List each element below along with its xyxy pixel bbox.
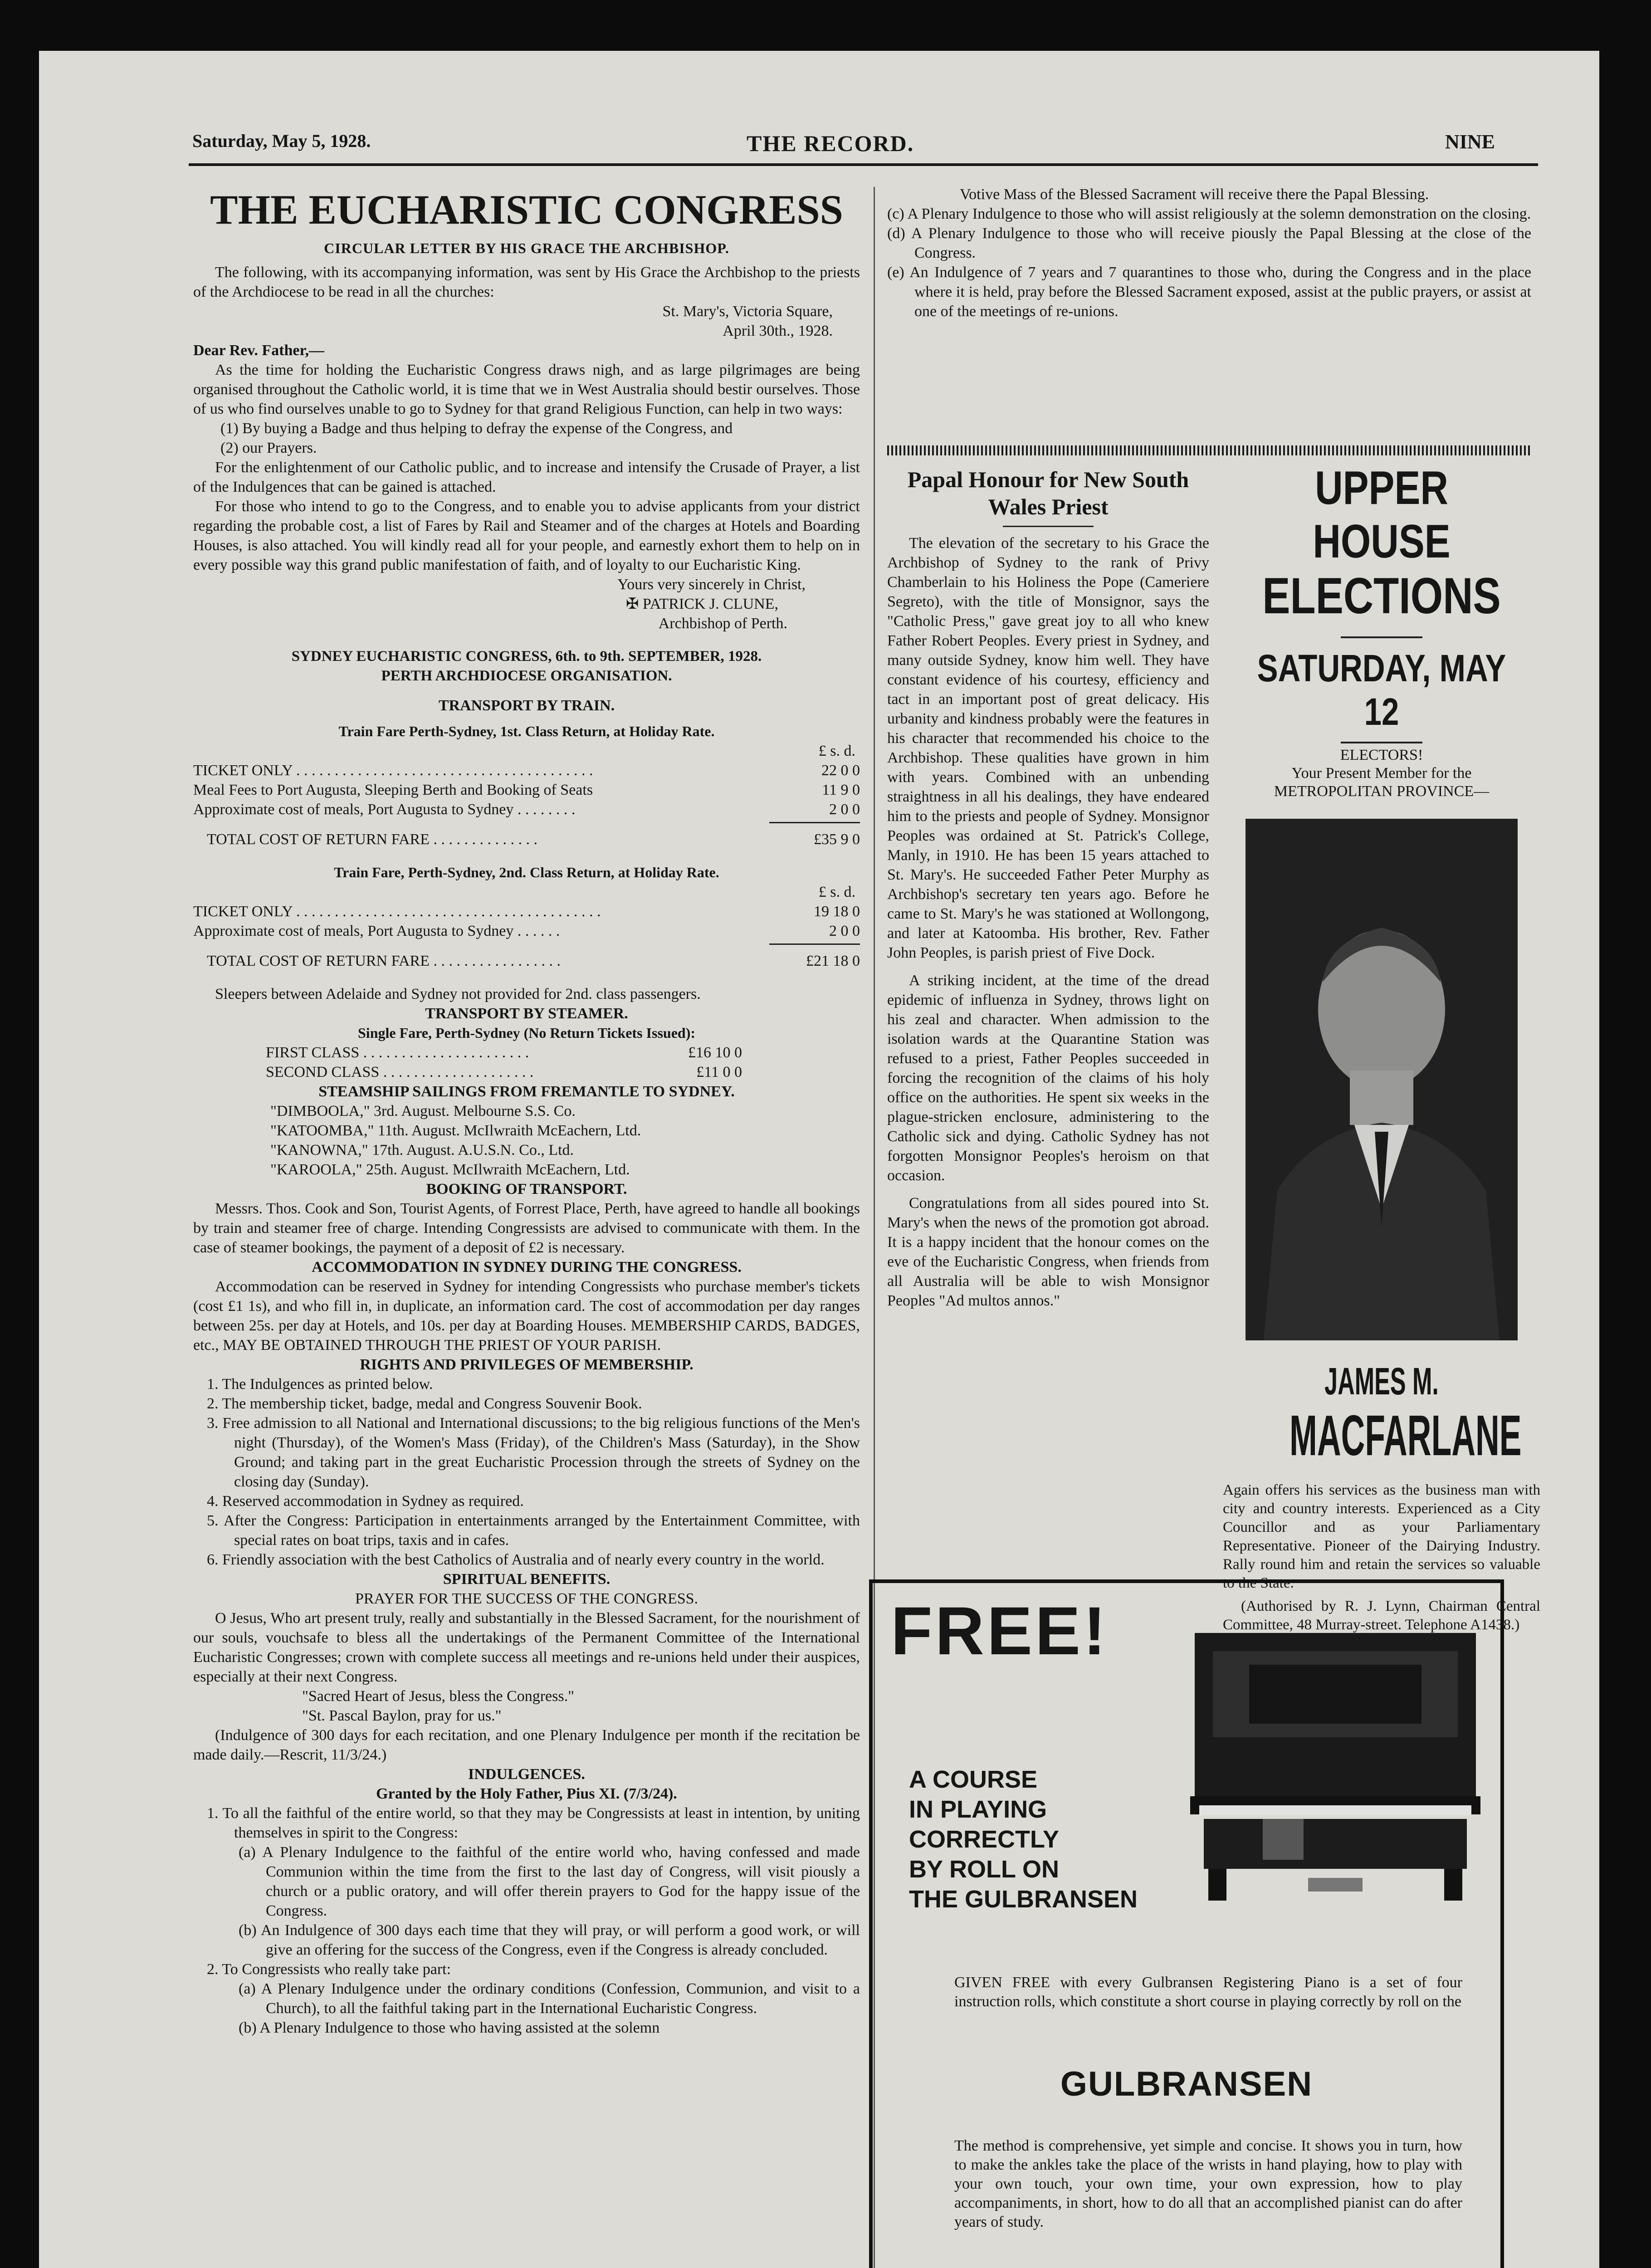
sleepers-note: Sleepers between Adelaide and Sydney not provided for 2nd. class passengers. — [215, 986, 701, 1002]
way-1: (1) By buying a Badge and thus helping to defray the expense of the Congress, and — [220, 420, 733, 437]
org-heading-1: SYDNEY EUCHARISTIC CONGRESS, 6th. to 9th. SEPTEMBER, 1928. — [291, 648, 762, 665]
sailing-item: "KANOWNA," 17th. August. A.U.S.N. Co., Ltd. — [270, 1142, 574, 1158]
election-line-1: UPPER HOUSE — [1313, 462, 1451, 568]
election-ad — [1223, 461, 1540, 1633]
second-class-fare-table — [193, 902, 860, 941]
papal-para-2: A striking incident, at the time of the dread epidemic of influenza in Sydney, throws light on his zeal and character. When admission to the isolation wards at the Quarantine Station was refused to a priest, Father Peoples succeeded in forcing the recognition of the claims of his holy office on the authorities. He spent six weeks in the plague-stricken enclosure, administering to the Catholic sick and dying. Catholic Sydney has not forgotten Monsignor Peoples's heroism on that occasion. — [887, 972, 1209, 1184]
indulgence-1b: (b) An Indulgence of 300 days each time that they will pray, or will perform a good work, or will give an offering for the success of the Congress, even if the Congress is already concluded. — [239, 1922, 860, 1958]
course-text — [909, 1765, 1181, 1914]
para-3: For those who intend to go to the Congress, and to enable you to advise applicants from your district regarding the probable cost, a list of Fares by Rail and Steamer and of the charges at Hotels and Boarding Houses, is also attached. You will kindly read all for your people, and earnestly exhort them to help on in every possible way this grand public manifestation of faith, and of loyalty to our Eucharistic King. — [193, 498, 860, 573]
free-heading: FREE! — [891, 1593, 1109, 1669]
masthead-title: THE RECORD. — [747, 131, 914, 156]
fare-row — [193, 761, 860, 780]
page-number: NINE — [1445, 131, 1495, 153]
rights-item: 1. The Indulgences as printed below. — [207, 1376, 433, 1393]
electors: ELECTORS! — [1340, 747, 1423, 763]
election-line-2: ELECTIONS — [1262, 567, 1501, 624]
continued-lead: Votive Mass of the Blessed Sacrament will receive there the Papal Blessing. — [960, 186, 1429, 203]
header-rule — [189, 163, 1538, 166]
sailing-item: "KATOOMBA," 11th. August. McIlwraith McEachern, Ltd. — [270, 1122, 641, 1139]
candidate-blurb: Again offers his services as the business man with city and country interests. Experienced as a City Councillor and as your Parliamentary Representative. Pioneer of the Dairying Industry. Rally round him and retain the services so valuable to the State. — [1223, 1482, 1540, 1591]
para-1: As the time for holding the Eucharistic Congress draws nigh, and as large pilgrimages are being organised throughout the Catholic world, it is time that we in West Australia should bestir ourselves. Those of us who find ourselves unable to go to Sydney for that grand Religious Function, can help in two ways: — [193, 362, 860, 417]
train-heading: TRANSPORT BY TRAIN. — [438, 697, 615, 714]
authorisation: (Authorised by R. J. Lynn, Chairman Central Committee, 48 Murray-street. Telephone A1438.) — [1223, 1598, 1540, 1633]
issue-date: Saturday, May 5, 1928. — [192, 131, 371, 151]
sailings-heading: STEAMSHIP SAILINGS FROM FREMANTLE TO SYDNEY. — [318, 1083, 735, 1100]
piano-illustration — [1181, 1624, 1490, 1905]
decorative-divider — [887, 445, 1531, 455]
method-text: The method is comprehensive, yet simple and concise. It shows you in turn, how to make the ankles take the place of the wrists in hand playing, how to play with your own touch, your own time, your own expression, how to play accompaniments, in short, how to do all that an accomplished pianist can do after years of study. — [954, 2137, 1462, 2230]
papal-para-1: The elevation of the secretary to his Grace the Archbishop of Sydney to the rank of Privy Chamberlain to his Holiness the Pope (Cameriere Segreto), with the title of Monsignor, says the "Catholic Press," gave great joy to all who knew Father Robert Peoples. Every priest in Sydney, and many outside Sydney, know him well. They have constant evidence of his courtesy, efficiency and tact in an important post of great delicacy. His urbanity and kindness probably were the features in his character that recommended his choice to the Archbishop. These qualities have grown in him with years. Combined with an unbending straightness in all his dealings, they have endeared him to the priests and people of Sydney. Monsignor Peoples was ordained at St. Patrick's College, Manly, in 1910. He has been 15 years attached to St. Mary's. He succeeded Father Peter Murphy as Archbishop's secretary ten years ago. Before he came to St. Mary's he was stationed at Wollongong, and later at Katoomba. His brother, Rev. Father John Peoples, is parish priest of Five Dock. — [887, 535, 1209, 961]
fare-amount: £16 10 0 — [688, 1044, 742, 1061]
given-free-text: GIVEN FREE with every Gulbransen Registering Piano is a set of four instruction rolls, which constitute a short course in playing correctly by roll on the — [954, 1974, 1462, 2010]
closing: Yours very sincerely in Christ, — [617, 576, 806, 593]
fare-label: SECOND CLASS . . . . . . . . . . . . . . . . . . . . — [266, 1064, 534, 1080]
fare-row — [193, 780, 860, 800]
org-heading-2: PERTH ARCHDIOCESE ORGANISATION. — [381, 668, 672, 684]
fare-label: Approximate cost of meals, Port Augusta to Sydney . . . . . . — [193, 923, 560, 939]
papal-para-3: Congratulations from all sides poured into St. Mary's when the news of the promotion got abroad. It is a happy incident that the honour comes on the eve of the Eucharistic Congress, when friends from all Australia will be able to wish Monsignor Peoples "Ad multos annos." — [887, 1195, 1209, 1309]
papal-honour-article — [887, 466, 1209, 1577]
eucharistic-article — [193, 187, 860, 2268]
member-line-1: Your Present Member for the — [1291, 765, 1472, 782]
invocation-2: "St. Pascal Baylon, pray for us." — [302, 1707, 502, 1724]
sailing-item: "DIMBOOLA," 3rd. August. Melbourne S.S. Co. — [270, 1103, 576, 1119]
steamer-subheading: Single Fare, Perth-Sydney (No Return Tickets Issued): — [358, 1025, 695, 1041]
fare-amount: 22 0 0 — [821, 762, 860, 779]
booking-heading: BOOKING OF TRANSPORT. — [426, 1181, 627, 1198]
indulgence-1: 1. To all the faithful of the entire world, so that they may be Congressists at least in intention, by uniting themselves in spirit to the Congress: — [207, 1805, 860, 1841]
candidate-name-2: MACFARLANE — [1290, 1403, 1522, 1467]
page-header — [39, 51, 1599, 169]
papal-title: Papal Honour for New South Wales Priest — [907, 467, 1189, 519]
fare-amount: £11 0 0 — [696, 1064, 742, 1080]
gulbransen-ad — [869, 1579, 1504, 2268]
signature: ✠ PATRICK J. CLUNE, — [625, 596, 778, 612]
gulbransen-brand: GULBRANSEN — [1060, 2065, 1313, 2103]
para-2: For the enlightenment of our Catholic public, and to increase and intensify the Crusade of Prayer, a list of the Indulgences that can be gained is attached. — [193, 459, 860, 495]
fare-row — [266, 1062, 742, 1082]
fare-amount: 19 18 0 — [814, 903, 860, 920]
fare-amount: 2 0 0 — [829, 801, 860, 818]
fare-label: Meal Fees to Port Augusta, Sleeping Berth and Booking of Seats — [193, 782, 593, 798]
continued-item: (c) A Plenary Indulgence to those who will assist religiously at the solemn demonstration on the closing. — [887, 205, 1531, 222]
indulgence-2b: (b) A Plenary Indulgence to those who having assisted at the solemn — [239, 2019, 660, 2036]
first-class-total: TOTAL COST OF RETURN FARE . . . . . . . . . . . . . . £35 9 0 — [207, 831, 860, 848]
steamer-heading: TRANSPORT BY STEAMER. — [425, 1005, 628, 1022]
candidate-portrait — [1246, 819, 1518, 1340]
letter-address: St. Mary's, Victoria Square, — [662, 303, 833, 320]
fare-row — [193, 921, 860, 941]
rights-item: 5. After the Congress: Participation in entertainments arranged by the Entertainment Committee, with special rates on boat trips, taxis and in cafes. — [207, 1512, 860, 1549]
way-2: (2) our Prayers. — [220, 440, 317, 456]
accommodation-heading: ACCOMMODATION IN SYDNEY DURING THE CONGRESS. — [312, 1259, 742, 1276]
fare-row — [193, 902, 860, 921]
booking-text: Messrs. Thos. Cook and Son, Tourist Agents, of Forrest Place, Perth, have agreed to handle all bookings by train and steamer free of charge. Intending Congressists are advised to communicate with them. In the case of steamer bookings, the payment of a deposit of £2 is necessary. — [193, 1200, 860, 1256]
election-date: SATURDAY, MAY 12 — [1257, 647, 1506, 733]
fare-label: TICKET ONLY . . . . . . . . . . . . . . . . . . . . . . . . . . . . . . . . . . . . . . . — [193, 762, 593, 779]
sailing-item: "KAROOLA," 25th. August. McIlwraith McEachern, Ltd. — [270, 1161, 630, 1178]
prayer-text: O Jesus, Who art present truly, really and substantially in the Blessed Sacrament, for the nourishment of our souls, vouchsafe to bless all the undertakings of the Permanent Committee of the International Eucharistic Congresses; crown with complete success all meetings and re-unions held under their auspices, especially at their next Congress. — [193, 1610, 860, 1685]
course-line: IN PLAYING — [909, 1796, 1047, 1823]
course-line: CORRECTLY — [909, 1826, 1060, 1853]
fare-amount: 11 9 0 — [822, 782, 860, 798]
intro: The following, with its accompanying information, was sent by His Grace the Archbishop to the priests of the Archdiocese to be read in all the churches: — [193, 264, 860, 300]
rights-item: 3. Free admission to all National and International discussions; to the big religious functions of the Men's night (Thursday), of the Women's Mass (Friday), of the Children's Mass (Saturday), in the Show Ground; and taking part in the great Eucharistic Procession through the streets of Sydney on the closing day (Sunday). — [207, 1415, 860, 1490]
course-line: A COURSE — [909, 1766, 1038, 1793]
article-subtitle: CIRCULAR LETTER BY HIS GRACE THE ARCHBISHOP. — [324, 240, 729, 256]
course-line: THE GULBRANSEN — [909, 1886, 1138, 1913]
indulgence-2: 2. To Congressists who really take part: — [207, 1961, 451, 1978]
portrait-illustration — [1246, 819, 1518, 1340]
first-class-heading: Train Fare Perth-Sydney, 1st. Class Return, at Holiday Rate. — [338, 723, 715, 739]
member-line-2: METROPOLITAN PROVINCE— — [1274, 783, 1490, 800]
salutation: Dear Rev. Father,— — [193, 342, 324, 359]
continued-item: (e) An Indulgence of 7 years and 7 quarantines to those who, during the Congress and in the place where it is held, pray before the Blessed Sacrament exposed, assist at the public prayers, or assist at one of the meetings of re-unions. — [887, 264, 1531, 320]
continued-items — [887, 204, 1531, 321]
fare-label: Approximate cost of meals, Port Augusta to Sydney . . . . . . . . — [193, 801, 576, 818]
indulgences-heading: INDULGENCES. — [468, 1766, 585, 1783]
rights-item: 2. The membership ticket, badge, medal and Congress Souvenir Book. — [207, 1395, 642, 1412]
signature-title: Archbishop of Perth. — [658, 615, 787, 632]
letter-date: April 30th., 1928. — [723, 323, 833, 339]
fare-row — [266, 1043, 742, 1062]
invocation-1: "Sacred Heart of Jesus, bless the Congress." — [302, 1688, 574, 1705]
lsd-header-1: £ s. d. — [818, 743, 855, 759]
rights-list — [193, 1374, 860, 1569]
rights-item: 6. Friendly association with the best Catholics of Australia and of nearly every country in the world. — [207, 1551, 825, 1568]
fare-row — [193, 800, 860, 819]
newspaper-page — [39, 51, 1599, 2268]
sailings-list — [193, 1101, 860, 1179]
fare-label: TICKET ONLY . . . . . . . . . . . . . . . . . . . . . . . . . . . . . . . . . . . . . . . . — [193, 903, 601, 920]
lsd-header-2: £ s. d. — [818, 884, 855, 900]
steamer-fare-table — [193, 1043, 860, 1082]
prayer-heading: PRAYER FOR THE SUCCESS OF THE CONGRESS. — [355, 1590, 698, 1607]
rights-item: 4. Reserved accommodation in Sydney as required. — [207, 1493, 524, 1510]
first-class-fare-table — [193, 761, 860, 819]
indulgence-1a: (a) A Plenary Indulgence to the faithful of the entire world who, having confessed and made Communion within the time from the first to the last day of Congress, will visit piously a church or a public oratory, and will offer therein prayers to God for the happy issue of the Congress. — [239, 1844, 860, 1919]
spiritual-heading: SPIRITUAL BENEFITS. — [443, 1571, 611, 1588]
granted-line: Granted by the Holy Father, Pius XI. (7/3/24). — [376, 1785, 677, 1802]
accommodation-text: Accommodation can be reserved in Sydney for intending Congressists who purchase member's tickets (cost £1 1s), and who fill in, in duplicate, an information card. The cost of accommodation per day ranges between 25s. per day at Hotels, and 10s. per day at Boarding Houses. MEMBERSHIP CARDS, BADGES, etc., MAY BE OBTAINED THROUGH THE PRIEST OF YOUR PARISH. — [193, 1278, 860, 1354]
continued-item: (d) A Plenary Indulgence to those who will receive piously the Papal Blessing at the close of the Congress. — [887, 225, 1531, 261]
indulgence-2a: (a) A Plenary Indulgence under the ordinary conditions (Confession, Communion, and visit to a Church), to all the faithful taking part in the International Eucharistic Congress. — [239, 1980, 860, 2017]
indulgences-continued — [887, 185, 1531, 439]
candidate-name-1: JAMES M. — [1324, 1360, 1439, 1403]
second-class-heading: Train Fare, Perth-Sydney, 2nd. Class Return, at Holiday Rate. — [334, 864, 719, 880]
second-class-total: TOTAL COST OF RETURN FARE . . . . . . . . . . . . . . . . . £21 18 0 — [207, 953, 860, 969]
article-title: THE EUCHARISTIC CONGRESS — [210, 186, 843, 233]
fare-amount: 2 0 0 — [829, 923, 860, 939]
rights-heading: RIGHTS AND PRIVILEGES OF MEMBERSHIP. — [360, 1356, 694, 1373]
indulgence-note: (Indulgence of 300 days for each recitation, and one Plenary Indulgence per month if the recitation be made daily.—Rescrit, 11/3/24.) — [193, 1727, 860, 1763]
fare-label: FIRST CLASS . . . . . . . . . . . . . . . . . . . . . . — [266, 1044, 529, 1061]
course-line: BY ROLL ON — [909, 1856, 1060, 1883]
